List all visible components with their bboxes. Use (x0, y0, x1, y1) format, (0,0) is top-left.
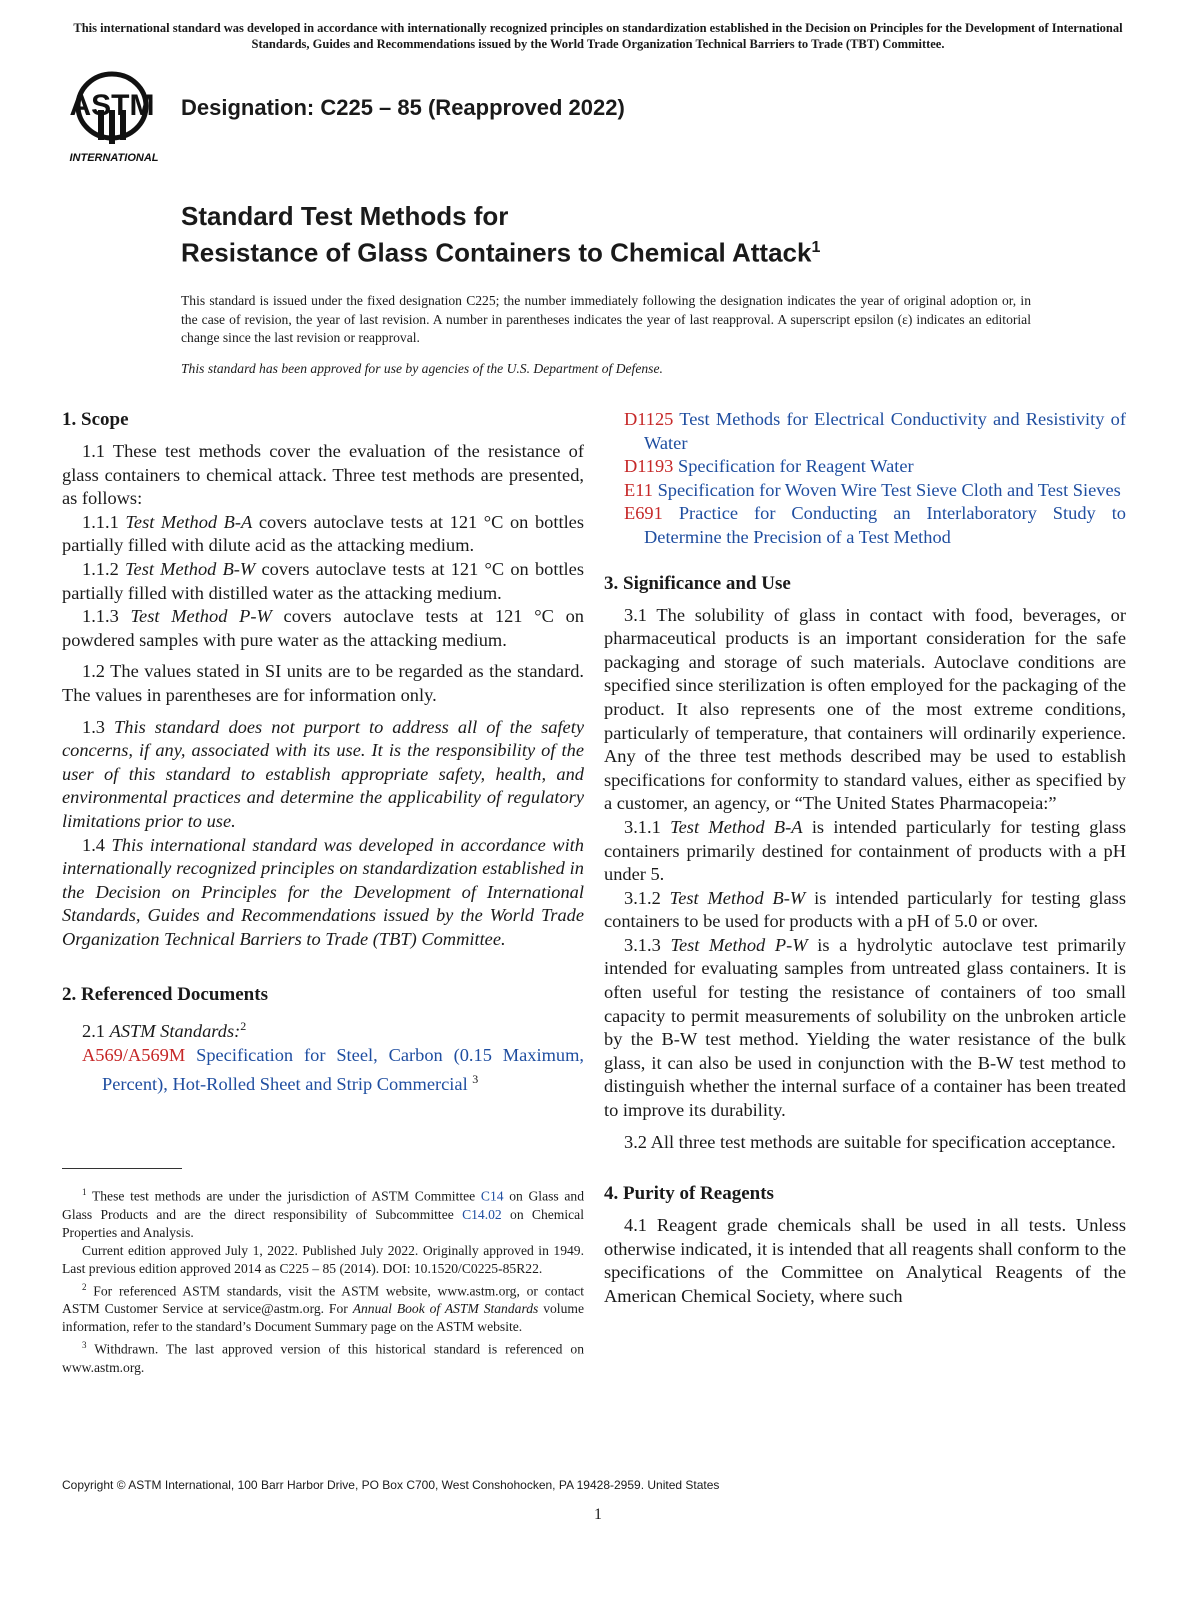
document-title (181, 200, 820, 269)
section-4-heading: 4. Purity of Reagents (604, 1183, 774, 1205)
ref-e11[interactable]: E11 Specification for Woven Wire Test Sieve Cloth and Test Sieves (624, 479, 1121, 500)
right-column (604, 408, 1126, 1309)
para-1-1-3: 1.1.3 Test Method P-W covers autoclave tests at 121 °C on powdered samples with pure water as the attacking medium. (62, 606, 584, 650)
dod-note: This standard has been approved for use by agencies of the U.S. Department of Defense. (181, 361, 663, 376)
title-line-2-text: Resistance of Glass Containers to Chemical Attack (181, 237, 812, 268)
page-number: 1 (594, 1506, 602, 1523)
para-4-1: 4.1 Reagent grade chemicals shall be used in all tests. Unless otherwise indicated, it is intended that all reagents shall conform to the specifications of the Committee on Analytical Reagents of the American Chemical Society, where such (604, 1215, 1126, 1306)
footnote-2: $^2$ For referenced ASTM standards, visit the ASTM website, www.astm.org, or contact ASTM Customer Service at service@astm.org. For Annual Book of ASTM Standards volume information, refer to the standard’s Document Summary page on the ASTM website. (62, 1281, 584, 1335)
para-1-1-1: 1.1.1 Test Method B-A covers autoclave tests at 121 °C on bottles partially filled with dilute acid as the attacking medium. (62, 511, 584, 556)
para-1-4: 1.4 This international standard was developed in accordance with internationally recognized principles on standardization established in the Decision on Principles for the Development of International Standards, Guides and Recommendations issued by the World Trade Organization Technical Barriers to Trade (TBT) Committee. (62, 834, 584, 949)
para-3-1-3: 3.1.3 Test Method P-W is a hydrolytic autoclave test primarily intended for evaluating samples from untreated glass containers. It is often useful for testing the resistance of containers of too small capacity to permit measurements of solubility on the unbroken article by the B-W test method. Yielding the water resistance of the bulk glass, it can also be used in conjunction with the B-W test method to distinguish whether the internal surface of a container has been treated to improve its durability. (604, 934, 1126, 1121)
logo-text: ASTM (69, 89, 155, 122)
footnote-1-edition: Current edition approved July 1, 2022. Published July 2022. Originally approved in 1949. Last previous edition approved 2014 as C225 – 85 (2014). DOI: 10.1520/C0225-85R22. (62, 1242, 584, 1276)
para-1-3: 1.3 This standard does not purport to address all of the safety concerns, if any, associated with its use. It is the responsibility of the user of this standard to establish appropriate safety, health, and environmental practices and determine the applicability of regulatory limitations prior to use. (62, 716, 584, 831)
logo-subtext: INTERNATIONAL (69, 152, 159, 164)
para-1-2: 1.2 The values stated in SI units are to be regarded as the standard. The values in parentheses are for information only. (62, 661, 584, 705)
footnote-1: $^1$ These test methods are under the jurisdiction of ASTM Committee C14 on Glass and Glass Products and are the direct responsibility of Subcommittee C14.02 on Chemical Properties and Analysis. (62, 1187, 584, 1240)
para-3-2: 3.2 All three test methods are suitable for specification acceptance. (624, 1131, 1116, 1152)
para-1-1-2: 1.1.2 Test Method B-W covers autoclave tests at 121 °C on bottles partially filled with distilled water as the attacking medium. (62, 558, 584, 603)
footnotes (62, 1183, 584, 1377)
title-line-2 (181, 232, 820, 269)
header-notice: This international standard was developed in accordance with internationally recognized principles on standardization established in the Decision on Principles for the Development of International Standards, Guides and Recommendations issued by the World Trade Organization Technical Barriers to Trade (TBT) Committee. (73, 21, 1123, 51)
ref-d1125[interactable]: D1125 Test Methods for Electrical Conductivity and Resistivity of Water (624, 409, 1126, 453)
para-3-1-2: 3.1.2 Test Method B-W is intended particularly for testing glass containers to be used for products with a pH of 5.0 or over. (604, 887, 1126, 932)
para-2-1: 2.1 ASTM Standards:$^2$ (82, 1019, 247, 1042)
title-footnote-mark: 1 (811, 239, 821, 256)
ref-a569[interactable]: A569/A569M Specification for Steel, Carbon (0.15 Maximum, Percent), Hot-Rolled Sheet and Strip Commercial $^3$ (82, 1045, 584, 1094)
link-c14-02[interactable]: C14.02 (462, 1206, 502, 1222)
ref-d1193[interactable]: D1193 Specification for Reagent Water (624, 456, 914, 477)
footnote-rule (62, 1168, 182, 1169)
footnote-3: $^3$ Withdrawn. The last approved version of this historical standard is referenced on www.astm.org. (62, 1340, 585, 1375)
section-2-heading: 2. Referenced Documents (62, 984, 268, 1006)
para-3-1: 3.1 The solubility of glass in contact with food, beverages, or pharmaceutical products is an important consideration for the safe packaging and storage of such materials. Autoclave conditions are specified since sterilization is often employed for the packaging of the product. It also represents one of the most extreme conditions, particularly of temperature, that containers will ordinarily experience. Any of the three test methods described may be used to establish specifications for conformity to standard values, either as specified by a customer, an agency, or “The United States Pharmacopeia:” (604, 604, 1126, 814)
designation: Designation: C225 – 85 (Reapproved 2022) (181, 95, 625, 120)
standard-note: This standard is issued under the fixed designation C225; the number immediately following the designation indicates the year of original adoption or, in the case of revision, the year of last revision. A number in parentheses indicates the year of last reapproval. A superscript epsilon (ε) indicates an editorial change since the last revision or reapproval. (181, 293, 1031, 345)
para-3-1-1: 3.1.1 Test Method B-A is intended particularly for testing glass containers primarily destined for containment of products with a pH under 5. (604, 816, 1127, 885)
copyright: Copyright © ASTM International, 100 Barr Harbor Drive, PO Box C700, West Conshohocken, PA 19428-2959. United States (62, 1478, 720, 1492)
section-3-heading: 3. Significance and Use (604, 572, 791, 594)
para-1-1: 1.1 These test methods cover the evaluation of the resistance of glass containers to chemical attack. Three test methods are presented, as follows: (62, 441, 584, 509)
left-column (62, 408, 584, 1097)
section-1-heading: 1. Scope (62, 409, 129, 430)
link-c14[interactable]: C14 (480, 1188, 504, 1204)
title-line-1: Standard Test Methods for (181, 201, 509, 231)
ref-e691[interactable]: E691 Practice for Conducting an Interlaboratory Study to Determine the Precision of a Test Method (624, 503, 1126, 547)
astm-logo (62, 70, 170, 170)
